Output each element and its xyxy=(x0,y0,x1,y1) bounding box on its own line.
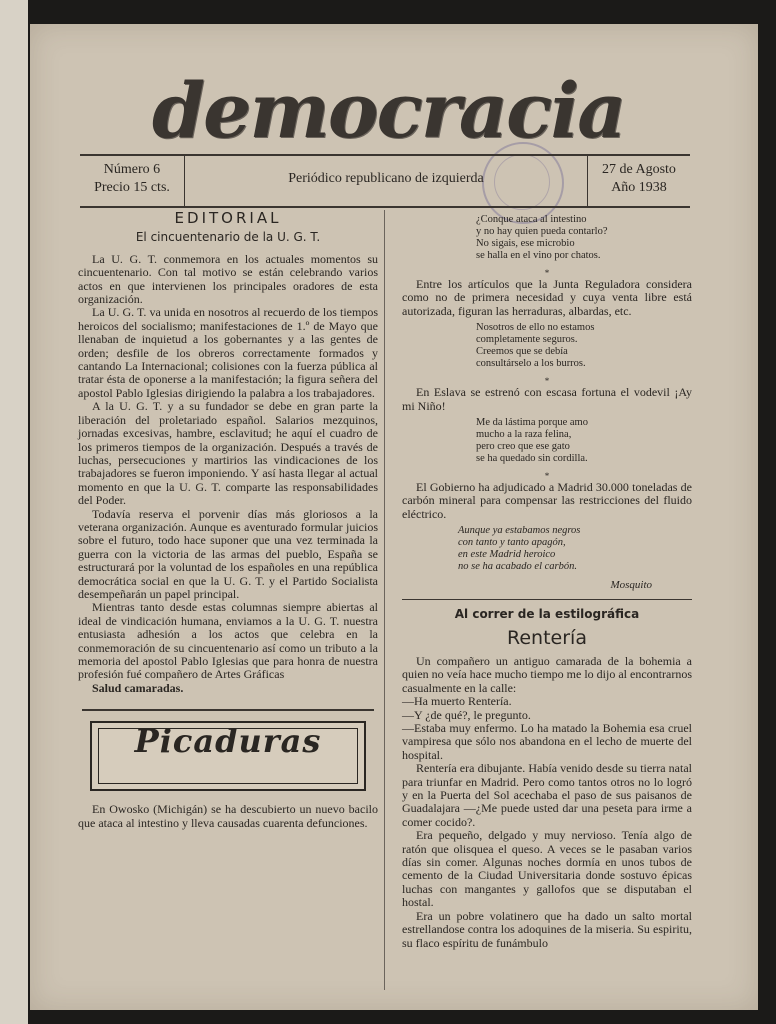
editorial-heading: EDITORIAL xyxy=(174,209,282,227)
issue-day: 27 de Agosto xyxy=(602,162,676,177)
news-item: Entre los artículos que la Junta Reguladora considera como no de primera necesidad y cuya venta libre está autorizada, figuran las herraduras, albardas, etc. xyxy=(402,277,692,318)
masthead xyxy=(152,64,625,155)
newspaper-page xyxy=(30,24,758,1010)
star-divider: * xyxy=(544,376,550,387)
story-paragraph: —Estaba muy enfermo. Lo ha matado la Bohemia esa cruel vampiresa que sólo nos abandona en el lecho de muerte del hospital. xyxy=(402,721,692,762)
tagline: Periódico republicano de izquierda xyxy=(288,171,484,186)
picaduras-item: En Owosko (Michigán) se ha descubierto un nuevo bacilo que ataca al intestino y lleva causadas cuarenta defunciones. xyxy=(78,802,378,830)
verse-line: se ha quedado sin cordilla. xyxy=(476,453,588,465)
verse-line: Me da lástima porque amo xyxy=(476,417,588,429)
left-column xyxy=(78,210,378,830)
section-title: Al correr de la estilográfica xyxy=(454,607,640,622)
editorial-closing: Salud camaradas. xyxy=(92,680,184,695)
header-bar xyxy=(80,154,690,208)
verse-line: Nosotros de ello no estamos xyxy=(476,322,595,334)
story-paragraph: Era un pobre volatinero que ha dado un salto mortal estrellandose contra los adoquines de la miseria. Su espiritu, su flaco espíritu de funámbulo xyxy=(402,908,692,950)
verse-1 xyxy=(402,214,692,262)
story-paragraph: —Y ¿de qué?, le pregunto. xyxy=(402,707,531,722)
author-signature: Mosquito xyxy=(610,579,652,592)
verse-line: Aunque ya estabamos negros xyxy=(458,525,581,537)
story-paragraph: Rentería era dibujante. Había venido desde su tierra natal para triunfar en Madrid. Pero como tantos otros no lo logró y en la Puerta del Sol acechaba el paso de sus paisanos de Guadalajara —¿Me puede usted dar una peseta para irme a comer cocido?. xyxy=(402,761,692,829)
issue-date xyxy=(587,156,690,206)
editorial-paragraph: Mientras tanto desde estas columnas siempre abiertas al ideal de vindicación humana, enviamos a la U. G. T. nuestra entusiasta adhesión a los actos que celebra en la conmemoración de su cincuentenario así como un tributo a la memoria del apostol Pablo Iglesias que para honra de nuestra profesión fué compañero de Artes Gráficas xyxy=(78,600,378,682)
news-item: En Eslava se estrenó con escasa fortuna el vodevil ¡Ay mi Niño! xyxy=(402,385,692,413)
editorial-paragraph: Todavía reserva el porvenir días más gloriosos a la veterana organización. Aunque es aventurado formular juicios sobre el futuro, todo hace suponer que una vez terminada la guerra con la victoria de las armas del pueblo, España se estructurará por la voluntad de los españoles en una república democrática social en que la U. G. T. y el Partido Socialista desempeñarán un papel principal. xyxy=(78,506,378,601)
adjacent-page-edge xyxy=(0,0,28,1024)
section-separator xyxy=(82,709,374,711)
verse-line: No sigais, ese microbio xyxy=(476,238,575,249)
verse-line: se halla en el vino por chatos. xyxy=(476,250,601,261)
star-divider: * xyxy=(544,268,550,278)
issue-number: Número 6 xyxy=(103,162,161,177)
story-paragraph: Un compañero un antiguo camarada de la bohemia a quien no veía hace mucho tiempo me lo dijo al encontrarnos casualmente en la calle: xyxy=(402,653,692,695)
story-paragraph: Era pequeño, delgado y muy nervioso. Tenía algo de ratón que olisquea el queso. A veces se le pasaban varios días sin comer. Algunas noches dormía en unos tubos de cemento de la Ciudad Universitaria donde sostuvo épicas luchas con mangantes y gallofos que se disputaban el hostal. xyxy=(402,828,692,910)
issue-year: Año 1938 xyxy=(611,180,667,195)
masthead-title: democracia xyxy=(152,66,625,155)
verse-2 xyxy=(402,322,692,370)
verse-line: completamente seguros. xyxy=(476,334,578,346)
editorial-paragraph: La U. G. T. conmemora en los actuales momentos su cincuentenario. Con tal motivo se están celebrando varios actos en que intervienen los principales oradores de esta organización. xyxy=(78,251,378,307)
editorial-subheading: El cincuentenario de la U. G. T. xyxy=(135,230,321,245)
verse-line: con tanto y tanto apagón, xyxy=(458,537,566,549)
story-paragraph: —Ha muerto Rentería. xyxy=(402,694,512,709)
picaduras-banner xyxy=(90,721,366,791)
section-separator xyxy=(402,599,692,601)
editorial-paragraph: A la U. G. T. y a su fundador se debe en gran parte la liberación del proletariado español. Salarios mezquinos, jornadas excesivas, hambre, esclavitud; he aquí el cuadro de los primeros tiempos de la organización. Después a través de luchas, persecuciones y martirios las vindicaciones de los trabajadores se fueron imponiendo. Y así hasta llegar al actual momento en que la U. G. T. comparte las responsabilidades del Poder. xyxy=(78,399,378,508)
star-divider: * xyxy=(544,471,550,482)
verse-line: Creemos que se debía xyxy=(476,346,568,358)
verse-line: ¿Conque ataca al intestino xyxy=(476,214,587,225)
column-divider xyxy=(384,210,385,990)
verse-4 xyxy=(402,525,692,573)
editorial-paragraph: La U. G. T. va unida en nosotros al recuerdo de los tiempos heroicos del socialismo; manifestaciones de 1.º de Mayo que llenaban de inquietud a los gobernantes y a las gentes de orden; desfile de los obreros correctamente formados y cantando La Internacional; colisiones con la fuerza pública al tratar ésta de oponerse a la manifestación; la figura señera del apostol Pablo Iglesias dirigiendo la palabra a los trabajadores. xyxy=(78,305,378,400)
story-title: Rentería xyxy=(507,626,587,649)
issue-price: Precio 15 cts. xyxy=(94,180,170,195)
verse-line: no se ha acabado el carbón. xyxy=(458,561,577,573)
news-item: El Gobierno ha adjudicado a Madrid 30.000 toneladas de carbón mineral para compensar las restricciones del fluido eléctrico. xyxy=(402,480,692,521)
verse-line: y no hay quien pueda contarlo? xyxy=(476,226,608,237)
verse-3 xyxy=(402,417,692,465)
verse-line: pero creo que ese gato xyxy=(476,441,570,453)
verse-line: en este Madrid heroico xyxy=(458,549,556,561)
right-column xyxy=(402,210,692,950)
verse-line: consultárselo a los burros. xyxy=(476,358,586,370)
picaduras-banner-text: Picaduras xyxy=(134,722,322,761)
issue-info xyxy=(80,156,185,206)
verse-line: mucho a la raza felina, xyxy=(476,429,572,441)
